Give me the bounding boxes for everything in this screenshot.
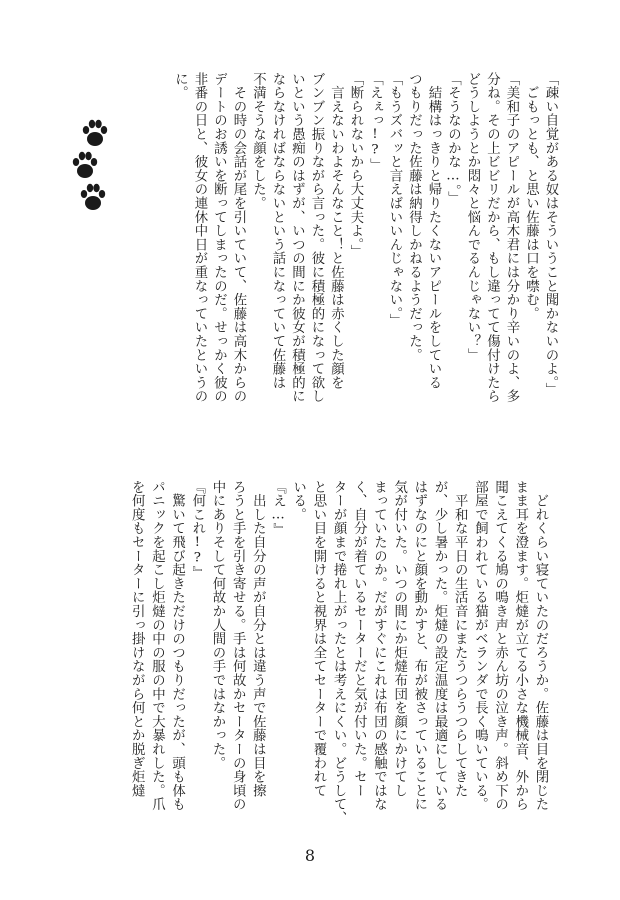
text-column: 『え…』 <box>270 480 286 537</box>
text-column: パニックを起こし炬燵の中の服の中で大暴れした。爪 <box>149 480 165 812</box>
text-column: 出した自分の声が自分とは違う声で佐藤は目を擦 <box>250 480 266 798</box>
page-number: 8 <box>304 846 316 865</box>
text-column: ろうと手を引き寄せる。手は何故かセーターの身頃の <box>230 480 246 812</box>
text-column: いという愚痴のはずが、いつの間にか彼女が積極的に <box>289 72 305 404</box>
text-block-top <box>170 72 560 429</box>
text-column: どれくらい寝ていたのだろうか。佐藤は目を閉じた <box>533 480 548 812</box>
text-column: 「もうズバッと言えばいいんじゃない。」 <box>387 72 402 328</box>
text-column: 気が付いた。いつの間にか炬燵布団を顔にかけてし <box>391 480 407 798</box>
text-column: 非番の日と、彼女の連休中日が重なっていたというの <box>192 72 207 404</box>
text-column: に。 <box>172 72 188 100</box>
text-column: 言えないわよそんなこと！と佐藤は赤くした顔を <box>328 72 344 390</box>
text-column: ターが顔まで捲れ上がったとは考えにくい。どうして、 <box>331 480 347 825</box>
text-column: ごもっとも、と思い佐藤は口を噤む。 <box>523 72 539 321</box>
text-column: 部屋で飼われている猫がベランダで長く鳴いている。 <box>472 480 488 812</box>
text-column: デートのお誘いを断ってしまったのだ。せっかく彼の <box>211 72 227 404</box>
text-column: が、少し暑かった。炬燵の設定温度は最適にしている <box>432 480 448 812</box>
text-column: その時の会話が尾を引いていて、佐藤は高木からの <box>231 72 246 404</box>
text-column: 平和な平日の生活音にまたうつらうつらしてきた <box>452 480 468 798</box>
text-column: 「断られないから大丈夫よ。」 <box>348 72 363 259</box>
text-column: 不満そうな顔をした。 <box>250 72 266 210</box>
text-column: つもりだった佐藤は納得しかねるようだった。 <box>406 72 422 362</box>
text-column: 驚いて飛び起きただけのつもりだったが、頭も体も <box>169 480 185 812</box>
text-column: 聞こえてくる鳩の鳴き声と赤ん坊の泣き声。斜め下の <box>492 480 508 812</box>
text-column: 中にありそして何故か人間の手ではなかった。 <box>210 480 225 770</box>
text-column: 「疎い自覚がある奴はそういうこと聞かないのよ。」 <box>543 72 558 397</box>
text-column: 「そうなのかな…。」 <box>445 72 461 205</box>
text-column: どうしようとか悶々と悩んでるんじゃない？」 <box>465 72 480 362</box>
text-column: 「美和子のアピールが高木君には分かり辛いのよ、多 <box>504 72 519 404</box>
paw-print-decoration <box>66 118 116 218</box>
paw-print-icon <box>82 118 108 148</box>
text-column: いる。 <box>290 480 306 522</box>
text-column: く、自分が着ているセーターだと気が付いた。セー <box>351 480 367 798</box>
text-column: 分ね。その上ビビリだから、もし違ってて傷付けたら <box>484 72 500 404</box>
text-column: まま耳を澄ます。炬燵が立てる小さな機械音、外から <box>512 480 528 812</box>
text-column: はずなのにと顔を動かすと、布が被さっていることに <box>411 480 427 812</box>
text-column: 『何これ!?』 <box>189 480 205 580</box>
paw-print-icon <box>72 150 98 180</box>
text-column: と思い目を開けると視界は全てセーターで覆われて <box>310 480 326 798</box>
text-block-bottom <box>70 480 550 837</box>
paw-print-icon <box>80 182 106 212</box>
text-column: を何度もセーターに引っ掛けながら何とか脱ぎ炬燵 <box>129 480 145 798</box>
text-column: ならなければならないという話になっていて佐藤は <box>270 72 285 390</box>
text-column: 「えぇっ!?」 <box>367 72 383 172</box>
text-column: まっていたのか。だがすぐにこれは布団の感触ではな <box>371 480 387 812</box>
text-column: ブンブン振りながら言った。彼に積極的になって欲し <box>309 72 324 404</box>
text-column: 結構はっきりと帰りたくないアピールをしている <box>426 72 441 390</box>
